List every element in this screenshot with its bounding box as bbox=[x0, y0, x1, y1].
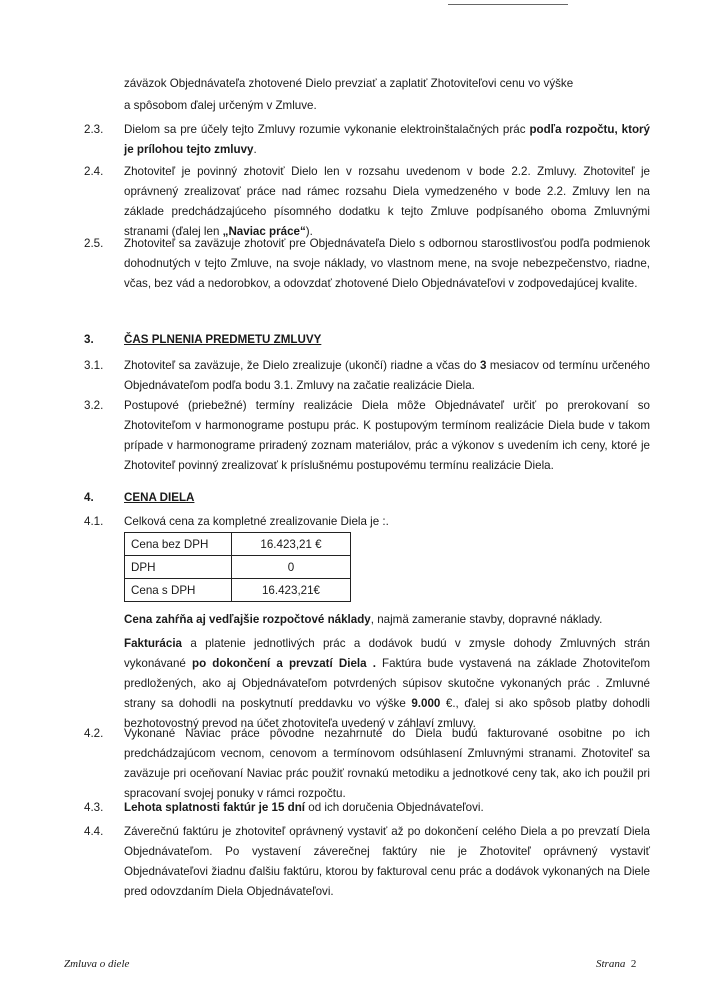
clause-3-1-body: Zhotoviteľ sa zaväzuje, že Dielo zrealizuje (ukončí) riadne a včas do bbox=[124, 359, 480, 372]
clause-2-3-number: 2.3. bbox=[84, 123, 104, 136]
clause-3-2-number: 3.2. bbox=[84, 399, 104, 412]
invoicing-text-3: €., ďalej si ako spôsob platby dohodli bezhotovostný prevod na účet zhotoviteľa uvedený v záhlaví zmluvy. bbox=[124, 697, 650, 730]
section-3-title: ČAS PLNENIA PREDMETU ZMLUVY bbox=[124, 333, 322, 346]
invoicing-bold-2: po dokončení a prevzatí Diela . bbox=[192, 657, 376, 670]
price-table bbox=[124, 532, 351, 602]
price-label: Cena bez DPH bbox=[125, 533, 232, 556]
header-rule bbox=[448, 4, 568, 5]
clause-2-3-body: Dielom sa pre účely tejto Zmluvy rozumie vykonanie elektroinštalačných prác bbox=[124, 123, 530, 136]
clause-2-3-text bbox=[124, 120, 650, 160]
table-row bbox=[125, 533, 351, 556]
clause-2-4-end: ). bbox=[305, 225, 313, 238]
section-4-number: 4. bbox=[84, 491, 94, 504]
clause-4-4-text: Záverečnú faktúru je zhotoviteľ oprávnený vystaviť až po dokončení celého Diela a po prevzatí Diela Objednávateľom. Po vystavení záverečnej faktúry nie je Zhotoviteľ oprávnený vystaviť Objednávateľovi žiadnu ďalšiu faktúru, ktorou by fakturoval cenu prác a dodávok vykonaných na Diele pred odovzdaním Diela Objednávateľovi. bbox=[124, 825, 650, 898]
table-row bbox=[125, 579, 351, 602]
price-note-rest: , najmä zameranie stavby, dopravné náklady. bbox=[370, 613, 603, 626]
footer-page-number bbox=[596, 958, 636, 970]
price-label: Cena s DPH bbox=[125, 579, 232, 602]
clause-3-2-text: Postupové (priebežné) termíny realizácie Diela môže Objednávateľ určiť po prerokovaní so Zhotoviteľom v harmonograme postupu prác. K postupovým termínom realizácie Diela bude v takom prípade v harmonograme priradený zoznam materiálov, prác a výkonov s uvedením ich ceny, ktoré je Zhotoviteľ povinný zrealizovať k príslušnému postupovému termínu realizácie Diela. bbox=[124, 399, 650, 472]
invoicing-text-2: Faktúra bude vystavená na základe Zhotoviteľom predložených, ako aj Objednávateľom potvrdených súpisov skutočne vykonaných prác . Zmluvné strany sa dohodli na poskytnutí preddavku vo výške bbox=[124, 657, 650, 710]
clause-4-2-number: 4.2. bbox=[84, 727, 104, 740]
clause-2-4-bold: „Naviac práce“ bbox=[222, 225, 306, 238]
invoicing-bold-3: 9.000 bbox=[411, 697, 441, 710]
clause-2-4-text bbox=[124, 162, 650, 242]
price-note bbox=[124, 610, 650, 630]
footer-page-num: 2 bbox=[630, 958, 637, 970]
clause-3-1-text bbox=[124, 356, 650, 396]
footer-page-label: Strana bbox=[596, 958, 626, 970]
price-label: DPH bbox=[125, 556, 232, 579]
invoicing-text-1: a platenie jednotlivých prác a dodávok budú v zmysle dohody Zmluvných strán vykonávané bbox=[124, 637, 650, 670]
clause-4-3-body: od ich doručenia Objednávateľovi. bbox=[305, 801, 484, 814]
clause-4-3-text bbox=[124, 798, 650, 818]
clause-3-1-body-2: mesiacov od termínu určeného Objednávateľom podľa bodu 3.1. Zmluvy na začatie realizácie Diela. bbox=[124, 359, 650, 392]
clause-2-3-end: . bbox=[253, 143, 257, 156]
clause-4-2-text: Vykonané Naviac práce pôvodne nezahrnuté do Diela budú fakturované osobitne po ich predchádzajúcom vecnom, cenovom a termínovom odsúhlasení Zmluvnými stranami. Zhotoviteľ sa zaväzuje pri oceňovaní Naviac prác použiť rovnakú metodiku a jednotkové ceny tak, ako ich použil pri spracovaní svojej ponuky v rámci rozpočtu. bbox=[124, 727, 650, 800]
clause-3-1-number: 3.1. bbox=[84, 359, 104, 372]
price-value: 16.423,21€ bbox=[232, 579, 351, 602]
intro-line-1: záväzok Objednávateľa zhotovené Dielo prevziať a zaplatiť Zhotoviteľovi cenu vo výške bbox=[124, 77, 574, 90]
invoicing-bold-1: Fakturácia bbox=[124, 637, 182, 650]
price-value: 16.423,21 € bbox=[232, 533, 351, 556]
table-row bbox=[125, 556, 351, 579]
clause-2-5-text: Zhotoviteľ sa zaväzuje zhotoviť pre Objednávateľa Dielo s odbornou starostlivosťou podľa podmienok dohodnutých v tejto Zmluve, na svoje náklady, vo vlastnom mene, na svoje nebezpečenstvo, riadne, včas, bez vád a nedorobkov, a odovzdať zhotovené Dielo Objednávateľovi v zodpovedajúcej kvalite. bbox=[124, 237, 650, 290]
clause-2-3-bold: podľa rozpočtu, ktorý je prílohou tejto zmluvy bbox=[124, 123, 650, 156]
clause-2-4-body: Zhotoviteľ je povinný zhotoviť Dielo len v rozsahu uvedenom v bode 2.2. Zmluvy. Zhotoviteľ je oprávnený zrealizovať práce nad rámec rozsahu Diela vymedzeného v bode 2.2. Zmluvy len na základe predchádzajúceho písomného dodatku k tejto Zmluve podpísaného oboma Zmluvnými stranami (ďalej len bbox=[124, 165, 650, 238]
clause-3-1-bold: 3 bbox=[479, 359, 487, 372]
footer-document-name: Zmluva o diele bbox=[64, 958, 130, 970]
invoicing-paragraph bbox=[124, 634, 650, 734]
clause-4-3-bold: Lehota splatnosti faktúr je 15 dní bbox=[124, 801, 306, 814]
price-value: 0 bbox=[232, 556, 351, 579]
clause-2-5-number: 2.5. bbox=[84, 237, 104, 250]
price-note-bold: Cena zahŕňa aj vedľajšie rozpočtové náklady bbox=[124, 613, 371, 626]
clause-4-1-text: Celková cena za kompletné zrealizovanie Diela je :. bbox=[124, 515, 389, 528]
clause-2-4-number: 2.4. bbox=[84, 165, 104, 178]
intro-line-2: a spôsobom ďalej určeným v Zmluve. bbox=[124, 99, 317, 112]
section-4-title: CENA DIELA bbox=[124, 491, 195, 504]
clause-4-3-number: 4.3. bbox=[84, 801, 104, 814]
section-3-number: 3. bbox=[84, 333, 94, 346]
clause-4-1-number: 4.1. bbox=[84, 515, 104, 528]
clause-4-4-number: 4.4. bbox=[84, 825, 104, 838]
